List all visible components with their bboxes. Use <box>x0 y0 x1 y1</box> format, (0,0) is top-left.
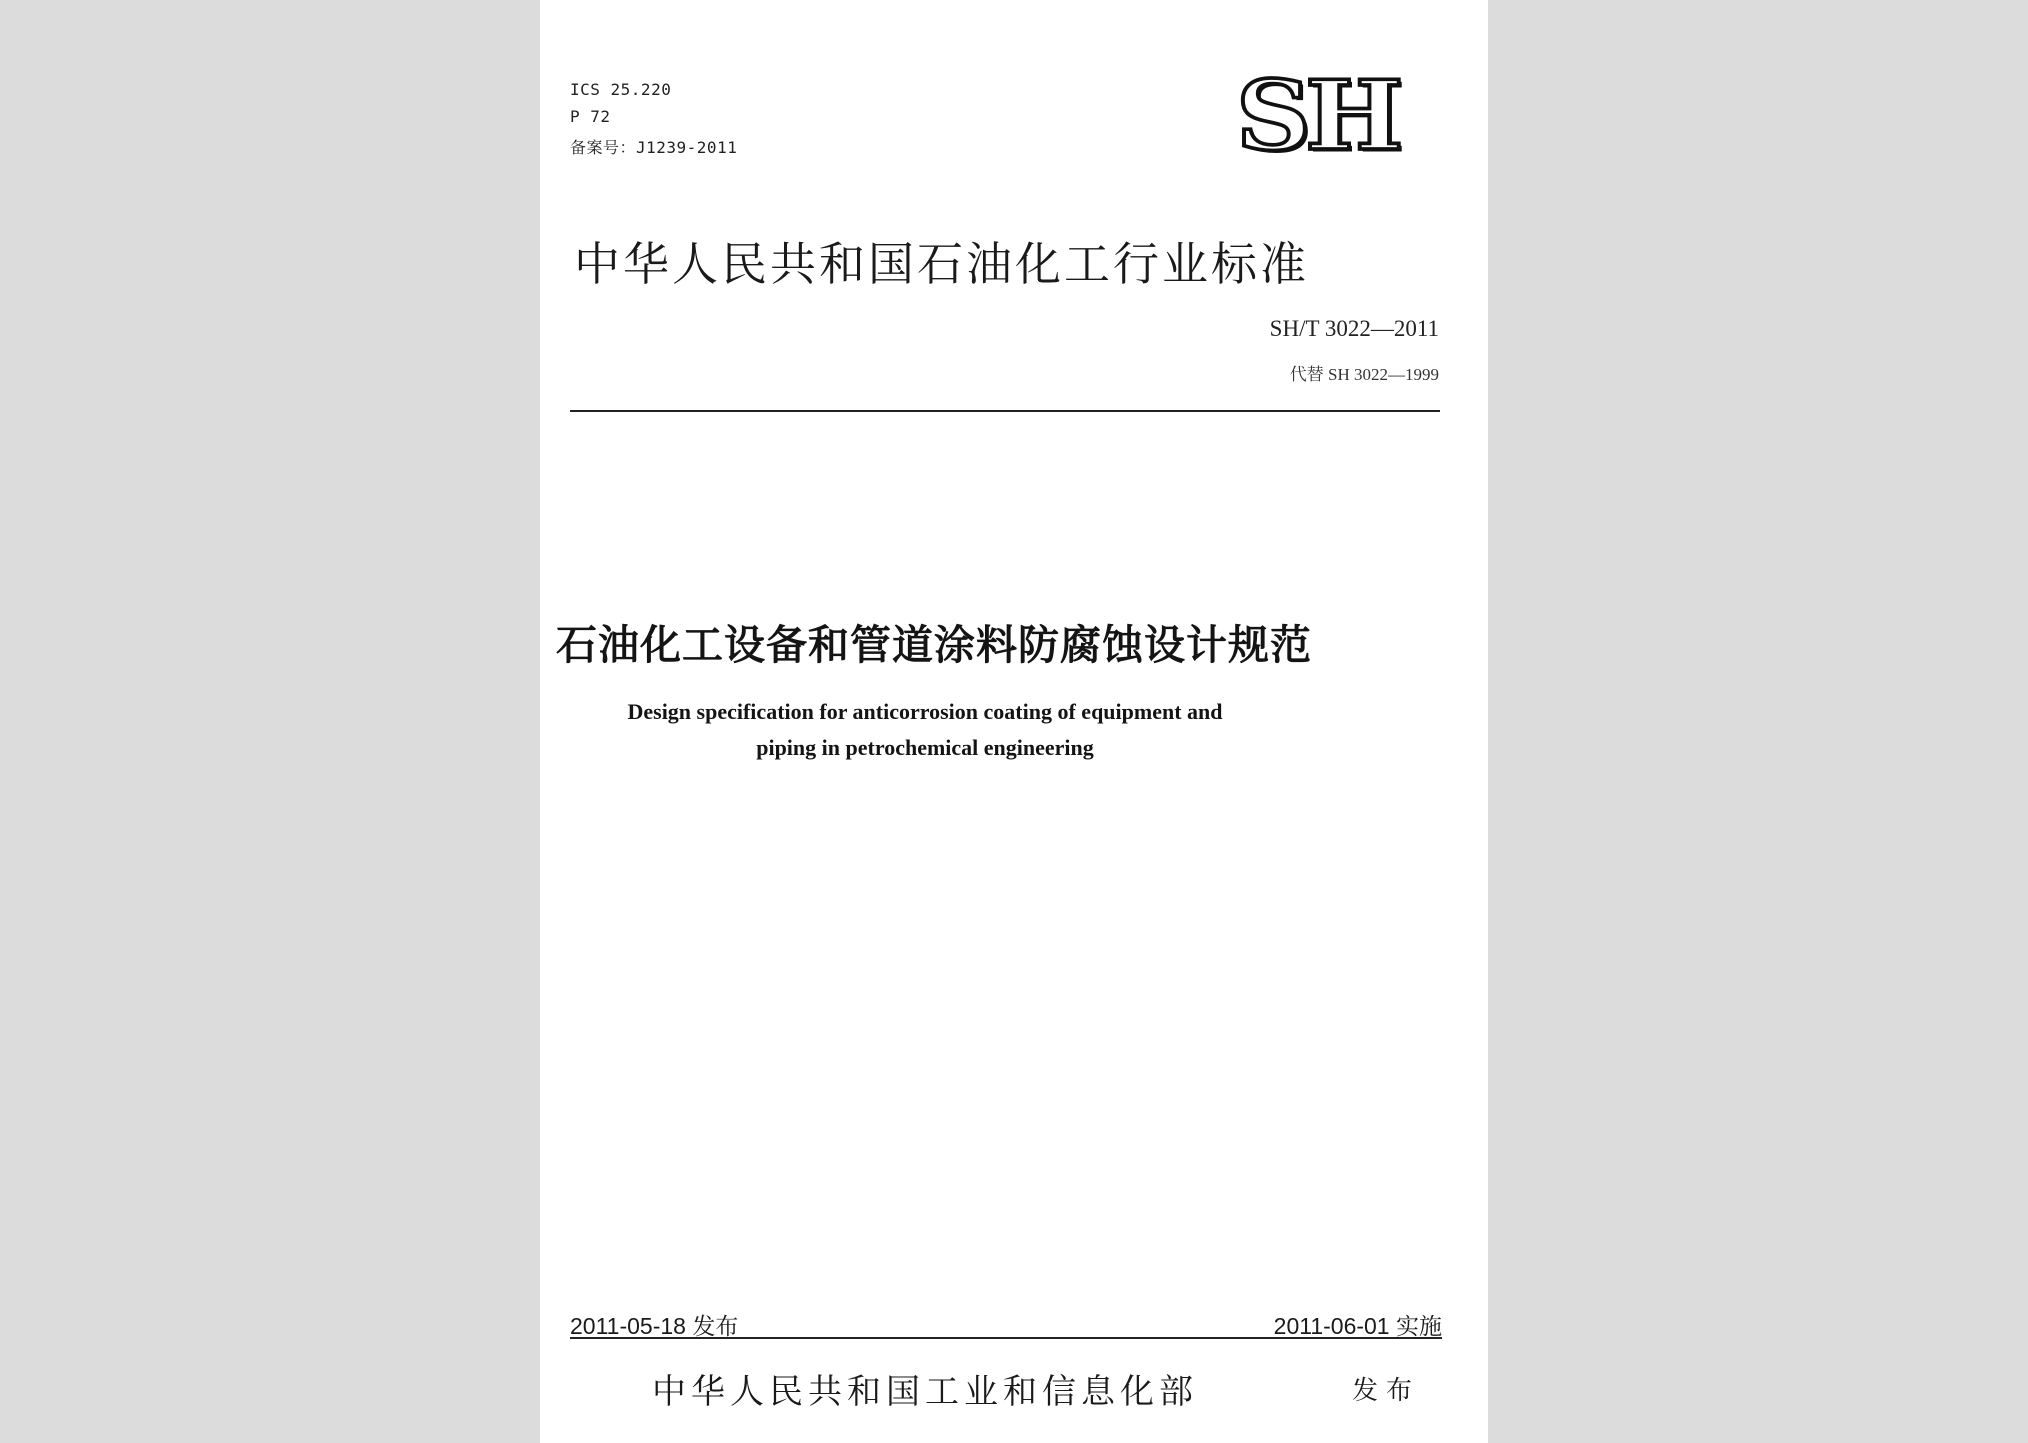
issuer-action: 发布 <box>1352 1376 1421 1406</box>
classification-code: P 72 <box>570 107 611 126</box>
sh-logo: SH <box>1236 58 1398 172</box>
document-title-en-line1: Design specification for anticorrosion coating of equipment and <box>627 699 1223 724</box>
standard-number: SH/T 3022—2011 <box>1269 316 1439 341</box>
implementation-date: 2011-06-01 实施 <box>1273 1313 1442 1339</box>
document-cover-page <box>540 0 1488 1443</box>
issue-date: 2011-05-18 发布 <box>570 1313 739 1339</box>
standard-category-title: 中华人民共和国石油化工行业标准 <box>574 237 1309 291</box>
document-title-en <box>580 694 1270 766</box>
record-number: 备案号：J1239-2011 <box>570 138 738 157</box>
replaces-standard: 代替 SH 3022—1999 <box>1289 365 1439 384</box>
footer-divider <box>570 1337 1442 1339</box>
issuer-name: 中华人民共和国工业和信息化部 <box>652 1372 1198 1412</box>
document-title-en-line2: piping in petrochemical engineering <box>756 735 1094 760</box>
document-title-cn: 石油化工设备和管道涂料防腐蚀设计规范 <box>556 621 1312 669</box>
header-divider <box>570 410 1440 412</box>
ics-code: ICS 25.220 <box>570 80 672 99</box>
